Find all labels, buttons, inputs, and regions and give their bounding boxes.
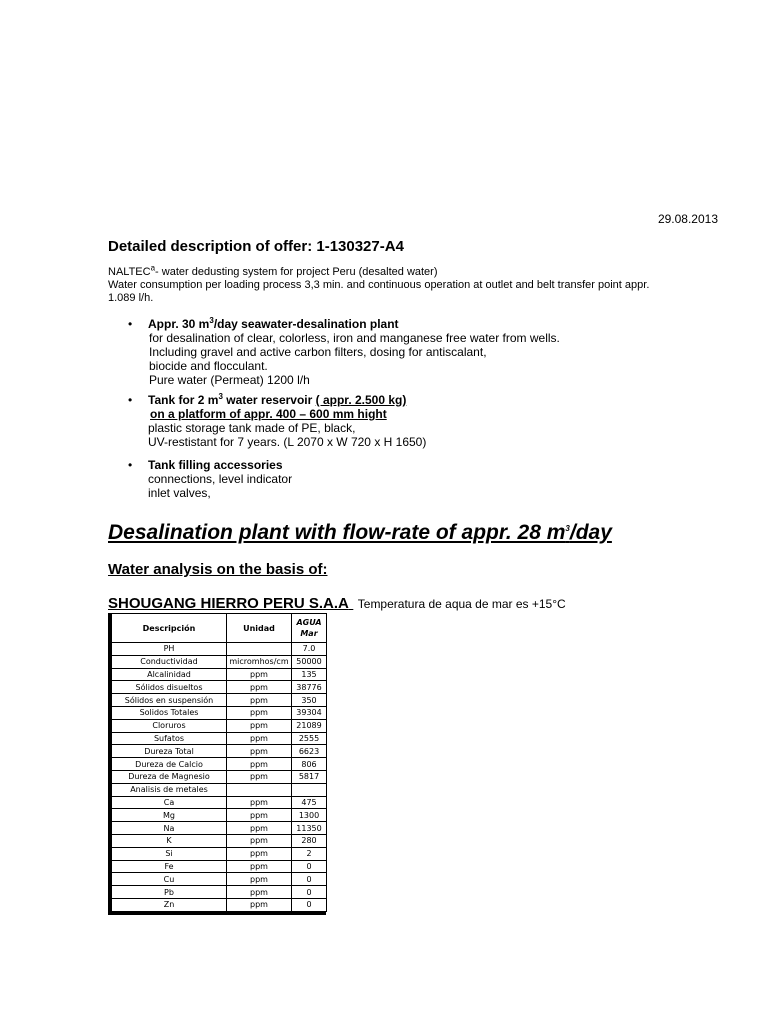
table-row: [112, 694, 327, 707]
bullet-dot-icon: •: [128, 458, 133, 472]
cell-valor: 7.0: [292, 643, 327, 656]
bullet-title: Tank filling accessories: [148, 458, 283, 472]
analysis-subheading: Water analysis on the basis of:: [108, 561, 328, 578]
intro-paragraph: [108, 263, 668, 305]
table-row: [112, 758, 327, 771]
cell-descripcion: Mg: [112, 809, 227, 822]
cell-unidad: ppm: [227, 770, 292, 783]
cell-descripcion: Na: [112, 822, 227, 835]
cell-valor: 2555: [292, 732, 327, 745]
cell-valor: 0: [292, 886, 327, 899]
cell-unidad: ppm: [227, 706, 292, 719]
table-row: [112, 847, 327, 860]
cell-descripcion: Sufatos: [112, 732, 227, 745]
cell-valor: 475: [292, 796, 327, 809]
intro-line-1: [108, 263, 668, 279]
cell-descripcion: Dureza de Magnesio: [112, 770, 227, 783]
table-row: [112, 745, 327, 758]
cell-descripcion: Analisis de metales: [112, 783, 227, 796]
cell-valor: 50000: [292, 655, 327, 668]
bullet-line: UV-restistant for 7 years. (L 2070 x W 720 x H 1650): [148, 435, 427, 449]
bullet-line: Pure water (Permeat) 1200 l/h: [149, 373, 310, 387]
bullet-line: connections, level indicator: [148, 472, 293, 486]
cell-valor: 11350: [292, 822, 327, 835]
cell-valor: 5817: [292, 770, 327, 783]
cell-unidad: ppm: [227, 898, 292, 911]
table-row: [112, 886, 327, 899]
cell-descripcion: Cloruros: [112, 719, 227, 732]
header-agua-mar: AGUA Mar: [292, 614, 327, 643]
intro-line-2: Water consumption per loading process 3,3 min. and continuous operation at outlet and belt transfer point appr.: [108, 279, 650, 291]
cell-descripcion: Conductividad: [112, 655, 227, 668]
temperature-note: Temperatura de aqua de mar es +15°C: [357, 597, 566, 611]
cell-descripcion: Alcalinidad: [112, 668, 227, 681]
company-name: SHOUGANG HIERRO PERU S.A.A: [108, 595, 349, 612]
cell-unidad: ppm: [227, 860, 292, 873]
cell-unidad: [227, 643, 292, 656]
table-row: [112, 783, 327, 796]
cell-unidad: ppm: [227, 745, 292, 758]
cell-valor: 135: [292, 668, 327, 681]
cell-valor: 2: [292, 847, 327, 860]
bullet-dot-icon: •: [128, 317, 133, 331]
table-row: [112, 770, 327, 783]
bullet-dot-icon: •: [128, 393, 133, 407]
cell-unidad: ppm: [227, 694, 292, 707]
table-header-row: [112, 614, 327, 643]
cell-unidad: ppm: [227, 681, 292, 694]
cell-valor: 38776: [292, 681, 327, 694]
header-descripcion: Descripción: [112, 614, 227, 643]
cell-valor: 6623: [292, 745, 327, 758]
table-row: [112, 668, 327, 681]
brand-superscript: a: [150, 263, 156, 273]
cell-descripcion: Fe: [112, 860, 227, 873]
cell-descripcion: Sólidos disueltos: [112, 681, 227, 694]
table-row: [112, 719, 327, 732]
cell-unidad: ppm: [227, 886, 292, 899]
cell-unidad: ppm: [227, 834, 292, 847]
cell-unidad: ppm: [227, 668, 292, 681]
cell-unidad: [227, 783, 292, 796]
bullet-line: on a platform of appr. 400 – 600 mm hight: [150, 407, 387, 421]
cell-descripcion: K: [112, 834, 227, 847]
bullet-line: for desalination of clear, colorless, iron and manganese free water from wells.: [149, 331, 560, 345]
cell-descripcion: Ca: [112, 796, 227, 809]
company-underline-gap: [349, 595, 353, 612]
cell-descripcion: Sólidos en suspensión: [112, 694, 227, 707]
bullet-title: Tank for 2 $m^3$ water reservoir ( appr. 2.500 kg): [148, 392, 407, 407]
cell-descripcion: Dureza de Calcio: [112, 758, 227, 771]
cell-unidad: ppm: [227, 796, 292, 809]
document-date: 29.08.2013: [657, 212, 718, 226]
offer-heading: Detailed description of offer: 1-130327-A4: [108, 238, 404, 255]
cell-valor: 21089: [292, 719, 327, 732]
table-row: [112, 643, 327, 656]
table-row: [112, 732, 327, 745]
table-row: [112, 860, 327, 873]
intro-line-3: 1.089 l/h.: [108, 292, 154, 304]
cell-descripcion: Zn: [112, 898, 227, 911]
cell-unidad: ppm: [227, 719, 292, 732]
table-row: [112, 796, 327, 809]
cell-descripcion: PH: [112, 643, 227, 656]
water-analysis-table: [111, 613, 327, 912]
table-row: [112, 873, 327, 886]
table-row: [112, 681, 327, 694]
company-line: [108, 595, 566, 613]
cell-descripcion: Cu: [112, 873, 227, 886]
cell-valor: 1300: [292, 809, 327, 822]
header-unidad: Unidad: [227, 614, 292, 643]
bullet-line: plastic storage tank made of PE, black,: [148, 421, 356, 435]
cell-unidad: ppm: [227, 809, 292, 822]
table-row: [112, 655, 327, 668]
cell-valor: 0: [292, 860, 327, 873]
cell-valor: 280: [292, 834, 327, 847]
cell-descripcion: Solidos Totales: [112, 706, 227, 719]
cell-descripcion: Pb: [112, 886, 227, 899]
table-row: [112, 809, 327, 822]
cell-valor: 0: [292, 898, 327, 911]
cell-valor: 39304: [292, 706, 327, 719]
cell-valor: 0: [292, 873, 327, 886]
cell-valor: 350: [292, 694, 327, 707]
cell-unidad: ppm: [227, 873, 292, 886]
cell-descripcion: Si: [112, 847, 227, 860]
cell-unidad: ppm: [227, 732, 292, 745]
cell-unidad: micromhos/cm: [227, 655, 292, 668]
table-row: [112, 834, 327, 847]
bullet-line: Including gravel and active carbon filters, dosing for antiscalant,: [149, 345, 487, 359]
brand-name: NALTEC: [108, 266, 151, 278]
cell-unidad: ppm: [227, 822, 292, 835]
cell-unidad: ppm: [227, 847, 292, 860]
bullet-line: biocide and flocculant.: [149, 359, 268, 373]
cell-unidad: ppm: [227, 758, 292, 771]
table-row: [112, 898, 327, 911]
bullet-title: Appr. 30 $m^3$/day seawater-desalination plant: [148, 316, 399, 331]
table-row: [112, 822, 327, 835]
table-row: [112, 706, 327, 719]
cell-valor: 806: [292, 758, 327, 771]
cell-valor: [292, 783, 327, 796]
plant-title: Desalination plant with flow-rate of appr. 28 $m^3$/day: [108, 521, 612, 544]
intro-line-1-text: - water dedusting system for project Peru (desalted water): [155, 266, 438, 278]
cell-descripcion: Dureza Total: [112, 745, 227, 758]
bullet-line: inlet valves,: [148, 486, 211, 500]
table-shadow-bottom: [108, 912, 326, 915]
